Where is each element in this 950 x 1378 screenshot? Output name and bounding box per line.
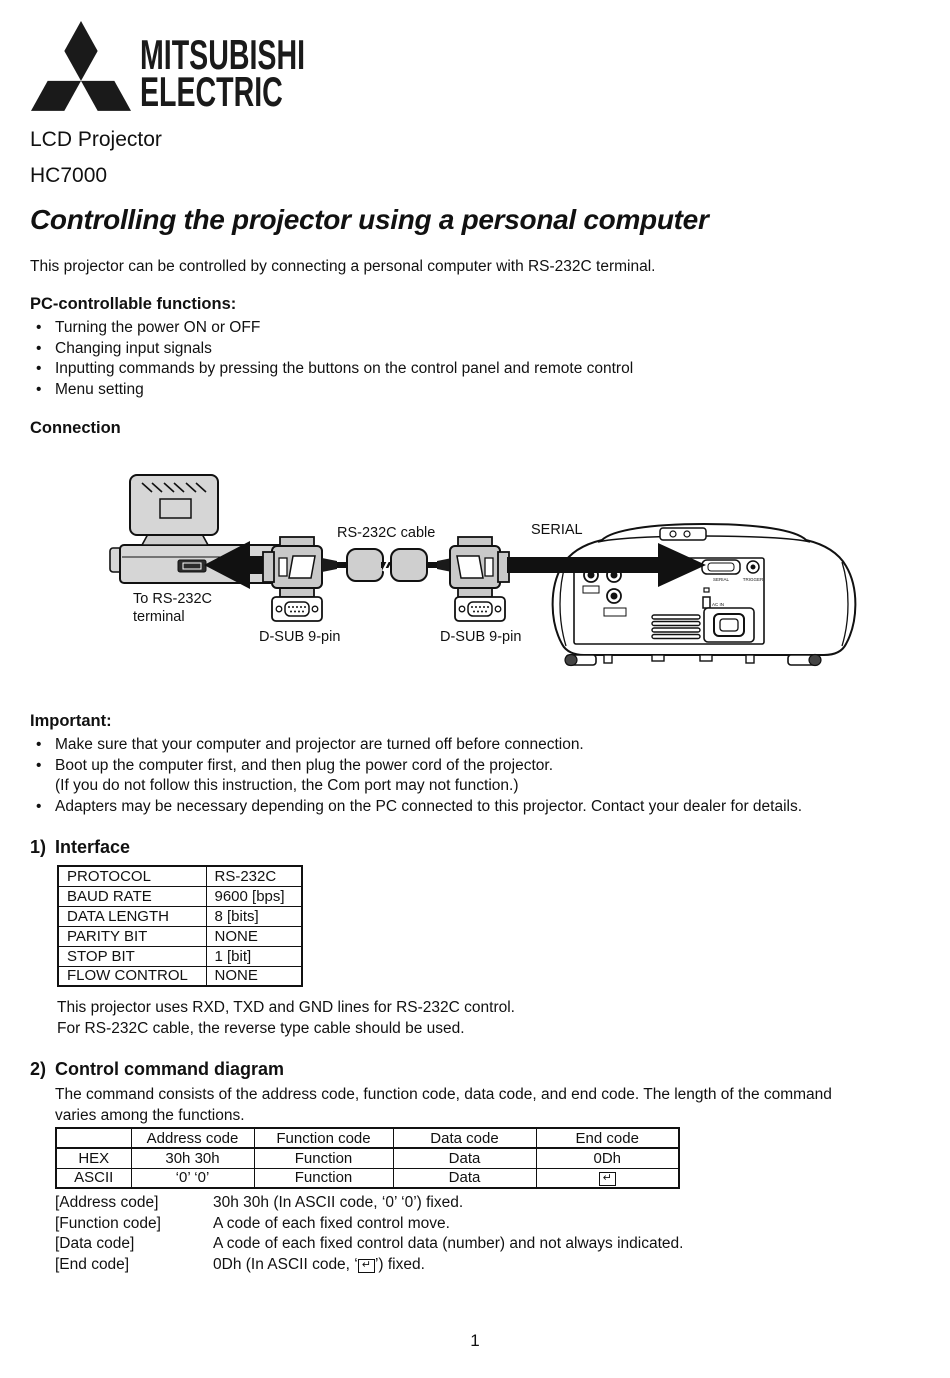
table-cell: ASCII bbox=[56, 1168, 131, 1188]
definition-term: [Function code] bbox=[55, 1214, 161, 1232]
interface-heading-number: 1) bbox=[30, 837, 47, 857]
important-list bbox=[30, 735, 802, 817]
command-table bbox=[55, 1127, 680, 1189]
table-cell: FLOW CONTROL bbox=[58, 966, 206, 986]
table-cell: 0Dh bbox=[536, 1148, 679, 1168]
command-description bbox=[55, 1085, 832, 1127]
table-header-cell: Data code bbox=[393, 1128, 536, 1148]
table-cell: NONE bbox=[206, 966, 302, 986]
return-key-icon: ↵ bbox=[599, 1172, 616, 1186]
table-cell: Function bbox=[254, 1148, 393, 1168]
table-cell: PARITY BIT bbox=[58, 926, 206, 946]
page-title: Controlling the projector using a personal computer bbox=[30, 204, 709, 235]
list-item: • Menu setting bbox=[30, 380, 633, 401]
table-cell: 30h 30h bbox=[131, 1148, 254, 1168]
command-definitions bbox=[55, 1193, 683, 1275]
definition-term: [Address code] bbox=[55, 1194, 159, 1211]
table-row bbox=[58, 926, 302, 946]
table-cell bbox=[536, 1168, 679, 1188]
port-trigger-label: TRIGGER bbox=[742, 577, 764, 582]
important-heading: Important: bbox=[30, 712, 112, 730]
serial-label: SERIAL bbox=[531, 522, 583, 538]
list-item: • Inputting commands by pressing the buttons on the control panel and remote control bbox=[30, 359, 633, 380]
definition-desc-post: ’) fixed. bbox=[374, 1255, 425, 1273]
cable-label: RS-232C cable bbox=[337, 525, 436, 541]
table-cell: Data bbox=[393, 1148, 536, 1168]
list-item: • Boot up the computer first, and then plug the power cord of the projector. bbox=[30, 756, 802, 777]
ferrite-cores bbox=[347, 549, 438, 581]
brand-name-line2: ELECTRIC bbox=[140, 68, 283, 115]
port-serial-label: SERIAL bbox=[712, 577, 730, 582]
definition-term: [End code] bbox=[55, 1255, 130, 1273]
definition-row bbox=[55, 1193, 683, 1214]
table-header-cell: Function code bbox=[254, 1128, 393, 1148]
definition-desc: A code of each fixed control data (number) and not always indicated. bbox=[213, 1235, 684, 1252]
to-terminal-label-line1: To RS-232C bbox=[133, 591, 212, 607]
dsub-face-icon-right bbox=[455, 597, 505, 621]
list-item-note: (If you do not follow this instruction, the Com port may not function.) bbox=[55, 777, 519, 794]
list-item: • Turning the power ON or OFF bbox=[30, 318, 633, 339]
table-cell: BAUD RATE bbox=[58, 886, 206, 906]
command-heading-text: Control command diagram bbox=[55, 1059, 285, 1079]
definition-desc-pre: 0Dh (In ASCII code, ‘ bbox=[213, 1255, 358, 1273]
mitsubishi-logo-icon bbox=[31, 21, 131, 111]
definition-term: [Data code] bbox=[55, 1235, 135, 1252]
table-row bbox=[58, 946, 302, 966]
table-row bbox=[58, 866, 302, 886]
to-terminal-label-line2: terminal bbox=[133, 609, 185, 625]
table-cell: ‘0’ ‘0’ bbox=[131, 1168, 254, 1188]
table-cell: 1 [bit] bbox=[206, 946, 302, 966]
table-cell: HEX bbox=[56, 1148, 131, 1168]
table-cell: 9600 [bps] bbox=[206, 886, 302, 906]
interface-heading bbox=[30, 837, 130, 858]
definition-row bbox=[55, 1234, 683, 1255]
rs232-connector-left bbox=[263, 537, 348, 597]
table-cell: DATA LENGTH bbox=[58, 906, 206, 926]
table-header-cell: End code bbox=[536, 1128, 679, 1148]
port-ac-label: AC IN bbox=[712, 602, 725, 607]
product-type: LCD Projector bbox=[30, 128, 162, 151]
table-header-cell bbox=[56, 1128, 131, 1148]
interface-note-2: For RS-232C cable, the reverse type cable should be used. bbox=[57, 1019, 465, 1037]
table-header-row bbox=[56, 1128, 679, 1148]
connection-heading: Connection bbox=[30, 419, 121, 437]
table-cell: Function bbox=[254, 1168, 393, 1188]
intro-text: This projector can be controlled by connecting a personal computer with RS-232C terminal. bbox=[30, 258, 656, 275]
page-number: 1 bbox=[470, 1331, 480, 1350]
table-cell: PROTOCOL bbox=[58, 866, 206, 886]
table-row bbox=[58, 886, 302, 906]
command-description-line1: The command consists of the address code, function code, data code, and end code. The length of the command bbox=[55, 1086, 832, 1103]
interface-table bbox=[57, 865, 303, 987]
table-row bbox=[58, 906, 302, 926]
table-row bbox=[56, 1148, 679, 1168]
interface-heading-text: Interface bbox=[55, 837, 131, 857]
brand-name-line1: MITSUBISHI bbox=[140, 31, 306, 78]
table-cell: RS-232C bbox=[206, 866, 302, 886]
command-heading bbox=[30, 1059, 284, 1080]
command-heading-number: 2) bbox=[30, 1059, 47, 1079]
command-description-line2: varies among the functions. bbox=[55, 1106, 245, 1124]
brand-wordmark bbox=[140, 31, 383, 115]
list-item: • Changing input signals bbox=[30, 339, 633, 360]
connection-diagram bbox=[0, 462, 950, 674]
table-cell: STOP BIT bbox=[58, 946, 206, 966]
definition-desc: 30h 30h (In ASCII code, ‘0’ ‘0’) fixed. bbox=[213, 1194, 464, 1211]
projector-illustration bbox=[553, 524, 856, 666]
table-cell: NONE bbox=[206, 926, 302, 946]
dsub-face-icon-left bbox=[272, 597, 322, 621]
definition-desc: A code of each fixed control move. bbox=[213, 1214, 450, 1232]
dsub-label-left: D-SUB 9-pin bbox=[259, 629, 341, 645]
product-model: HC7000 bbox=[30, 164, 108, 187]
table-row bbox=[56, 1168, 679, 1188]
definition-row bbox=[55, 1214, 683, 1235]
table-header-cell: Address code bbox=[131, 1128, 254, 1148]
interface-note-1: This projector uses RXD, TXD and GND lines for RS-232C control. bbox=[57, 999, 515, 1016]
definition-row bbox=[55, 1255, 683, 1276]
dsub-label-right: D-SUB 9-pin bbox=[440, 629, 522, 645]
list-item: • Adapters may be necessary depending on the PC connected to this projector. Contact your dealer for details. bbox=[30, 797, 802, 818]
rs232-connector-right bbox=[437, 537, 509, 597]
list-item: • Make sure that your computer and projector are turned off before connection. bbox=[30, 735, 802, 756]
interface-notes bbox=[57, 998, 515, 1039]
table-cell: Data bbox=[393, 1168, 536, 1188]
table-row bbox=[58, 966, 302, 986]
table-cell: 8 [bits] bbox=[206, 906, 302, 926]
functions-list bbox=[30, 318, 633, 400]
return-key-icon: ↵ bbox=[358, 1259, 375, 1273]
functions-heading: PC-controllable functions: bbox=[30, 295, 237, 313]
